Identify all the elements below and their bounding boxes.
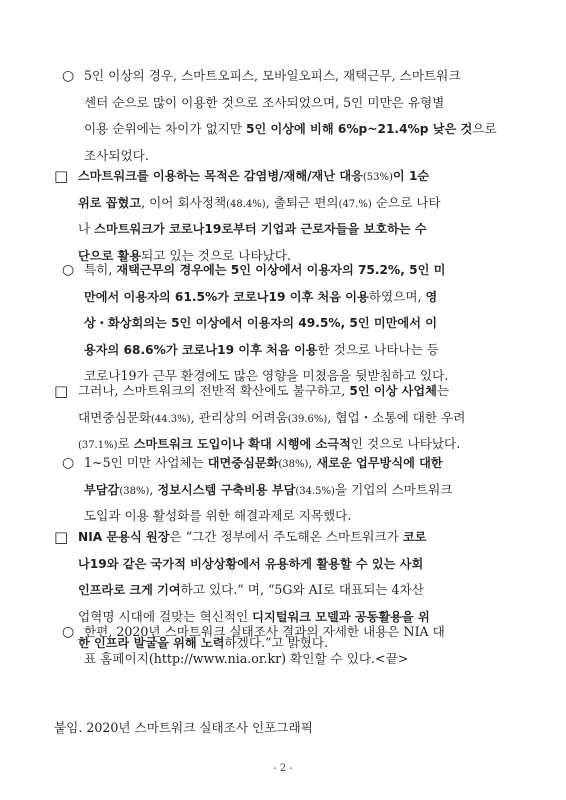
bold-text: 새로운 업무방식에 대한 bbox=[316, 456, 443, 470]
text-run: 표 홈페이지(http://www.nia.or.kr) 확인할 수 있다.<끝> bbox=[84, 650, 409, 666]
text-run: 로 bbox=[117, 436, 134, 451]
bold-text: NIA 문용식 원장 bbox=[78, 530, 170, 544]
circle-bullet: ○ bbox=[62, 262, 75, 278]
text-run: 되고 있는 것으로 나타났다. bbox=[141, 247, 291, 263]
text-run: 특히, bbox=[84, 262, 117, 277]
bold-text: 나19와 같은 국가적 비상상황에서 유용하게 활용할 수 있는 사회 bbox=[78, 556, 424, 571]
square-bullet: □ bbox=[54, 528, 69, 546]
bold-text: 스마트워크를 이용하는 목적은 감염병/재해/재난 대응 bbox=[78, 169, 363, 183]
bold-text: 이 1순 bbox=[392, 169, 430, 183]
bold-text: 정보시스템 구축비용 부담 bbox=[157, 482, 296, 497]
text-line bbox=[78, 577, 424, 603]
text-run: 5인 이상의 경우, 스마트오피스, 모바일오피스, 재택근무, 스마트워크 bbox=[84, 68, 461, 83]
text-run: 순으로 나타 bbox=[371, 194, 441, 210]
bold-text: 부담감 bbox=[84, 482, 120, 497]
text-line bbox=[78, 378, 449, 404]
text-run: 센터 순으로 많이 이용한 것으로 조사되었으며, 5인 미만은 유형별 bbox=[84, 94, 445, 110]
text-run: 하겠다.”고 밝혔다. bbox=[224, 635, 329, 650]
circle-bullet: ○ bbox=[62, 624, 75, 640]
text-line bbox=[84, 337, 439, 363]
text-run: 는 bbox=[436, 383, 450, 398]
bold-text: 5인 이상 사업체 bbox=[349, 384, 437, 398]
text-run: , 관리상의 어려움 bbox=[190, 409, 288, 425]
text-run: 을 기업의 스마트워크 bbox=[334, 481, 453, 497]
text-line bbox=[84, 310, 437, 336]
bold-text: 스마트워크 도입이나 확대 시행에 소극적 bbox=[133, 437, 351, 451]
text-run: 코로나19가 근무 환경에도 많은 영향을 미쳤음을 뒷받침하고 있다. bbox=[84, 368, 449, 383]
text-run: (39.6%) bbox=[287, 413, 328, 425]
circle-bullet: ○ bbox=[62, 68, 75, 84]
text-run: 대면중심문화 bbox=[78, 409, 151, 425]
text-line bbox=[84, 477, 452, 505]
text-run: , bbox=[308, 455, 317, 470]
bold-text: 재택근무의 경우에는 5인 이상에서 이용자의 75.2%, 5인 미 bbox=[116, 263, 446, 277]
text-run: (38%) bbox=[278, 459, 309, 470]
bold-text: 만에서 이용자의 61.5%가 코로나19 이후 처음 이용 bbox=[84, 289, 369, 304]
text-line bbox=[84, 284, 437, 310]
text-run: 인 것으로 나타났다. bbox=[350, 436, 461, 451]
text-run: (38%) bbox=[119, 485, 150, 497]
bold-text: 코로 bbox=[402, 530, 427, 544]
text-run: , 협업・소통에 대한 우려 bbox=[327, 409, 466, 425]
text-line bbox=[84, 646, 408, 672]
text-run: (34.5%) bbox=[295, 485, 335, 497]
bold-text: 용자의 68.6%가 코로나19 이후 처음 이용 bbox=[84, 342, 318, 357]
text-run: (44.3%) bbox=[151, 413, 191, 425]
text-run: 하였으며, bbox=[368, 288, 426, 304]
text-line bbox=[78, 163, 429, 191]
bold-text: 한 인프라 발굴을 위해 노력 bbox=[78, 636, 225, 650]
text-run: 도입과 이용 활성화를 위한 해결과제로 지목했다. bbox=[84, 508, 352, 523]
text-run: 한편, 2020년 스마트워크 실태조사 결과의 자세한 내용은 NIA 대 bbox=[84, 624, 445, 639]
text-run: 으로 bbox=[472, 121, 497, 136]
text-run: (37.1%) bbox=[78, 440, 118, 451]
text-run: 한 것으로 나타나는 등 bbox=[317, 341, 440, 357]
text-line bbox=[84, 619, 445, 645]
text-run: , 출퇴근 편의 bbox=[265, 194, 339, 210]
bold-text: 스마트워크가 코로나19로부터 기업과 근로자들을 보호하는 수 bbox=[94, 222, 427, 236]
text-run: 이용 순위에는 차이가 없지만 bbox=[84, 121, 246, 136]
text-line bbox=[78, 524, 426, 550]
page-number: - 2 - bbox=[273, 763, 293, 774]
circle-bullet: ○ bbox=[62, 455, 75, 471]
text-run: 하고 있다.” 며, “5G와 AI로 대표되는 4차산 bbox=[180, 582, 424, 597]
text-run: 조사되었다. bbox=[84, 147, 149, 163]
text-run: 1~5인 미만 사업체는 bbox=[84, 455, 208, 470]
bold-text: 인프라로 크게 기여 bbox=[78, 583, 181, 597]
bold-text: 영 bbox=[425, 289, 438, 304]
text-line bbox=[84, 450, 443, 478]
bold-text: 디지털워크 모델과 공동활용을 위 bbox=[252, 609, 430, 624]
attachment-note: 붙임. 2020년 스마트워크 실태조사 인포그래픽 bbox=[54, 720, 313, 735]
bold-text: 5인 이상에 비해 6%p~21.4%p 낮은 것 bbox=[246, 122, 473, 136]
text-run: 그러나, 스마트워크의 전반적 확산에도 불구하고, bbox=[78, 383, 350, 398]
bold-text: 위로 꼽혔고 bbox=[78, 195, 142, 210]
text-line bbox=[84, 116, 497, 142]
square-bullet: □ bbox=[54, 382, 69, 400]
square-bullet: □ bbox=[54, 167, 69, 185]
text-line bbox=[84, 257, 445, 283]
text-line bbox=[84, 63, 461, 89]
text-run: , bbox=[149, 481, 158, 497]
text-run: 업혁명 시대에 걸맞는 혁신적인 bbox=[78, 608, 253, 624]
text-run: 은 “그간 정부에서 주도해온 스마트워크가 bbox=[169, 529, 403, 544]
bold-text: 대면중심문화 bbox=[207, 456, 279, 470]
text-run: (48.4%) bbox=[226, 198, 266, 210]
bold-text: 단으로 활용 bbox=[78, 248, 142, 263]
text-run: , 이어 회사정책 bbox=[141, 194, 227, 210]
text-run: (53%) bbox=[362, 172, 393, 183]
text-run: 나 bbox=[78, 221, 95, 236]
bold-text: 상・화상회의는 5인 이상에서 이용자의 49.5%, 5인 미만에서 이 bbox=[84, 316, 437, 330]
text-line bbox=[78, 551, 423, 577]
text-line bbox=[78, 216, 427, 242]
text-line bbox=[78, 405, 465, 433]
text-run: (47.%) bbox=[338, 198, 372, 210]
text-line bbox=[78, 190, 441, 218]
text-line bbox=[84, 90, 444, 116]
